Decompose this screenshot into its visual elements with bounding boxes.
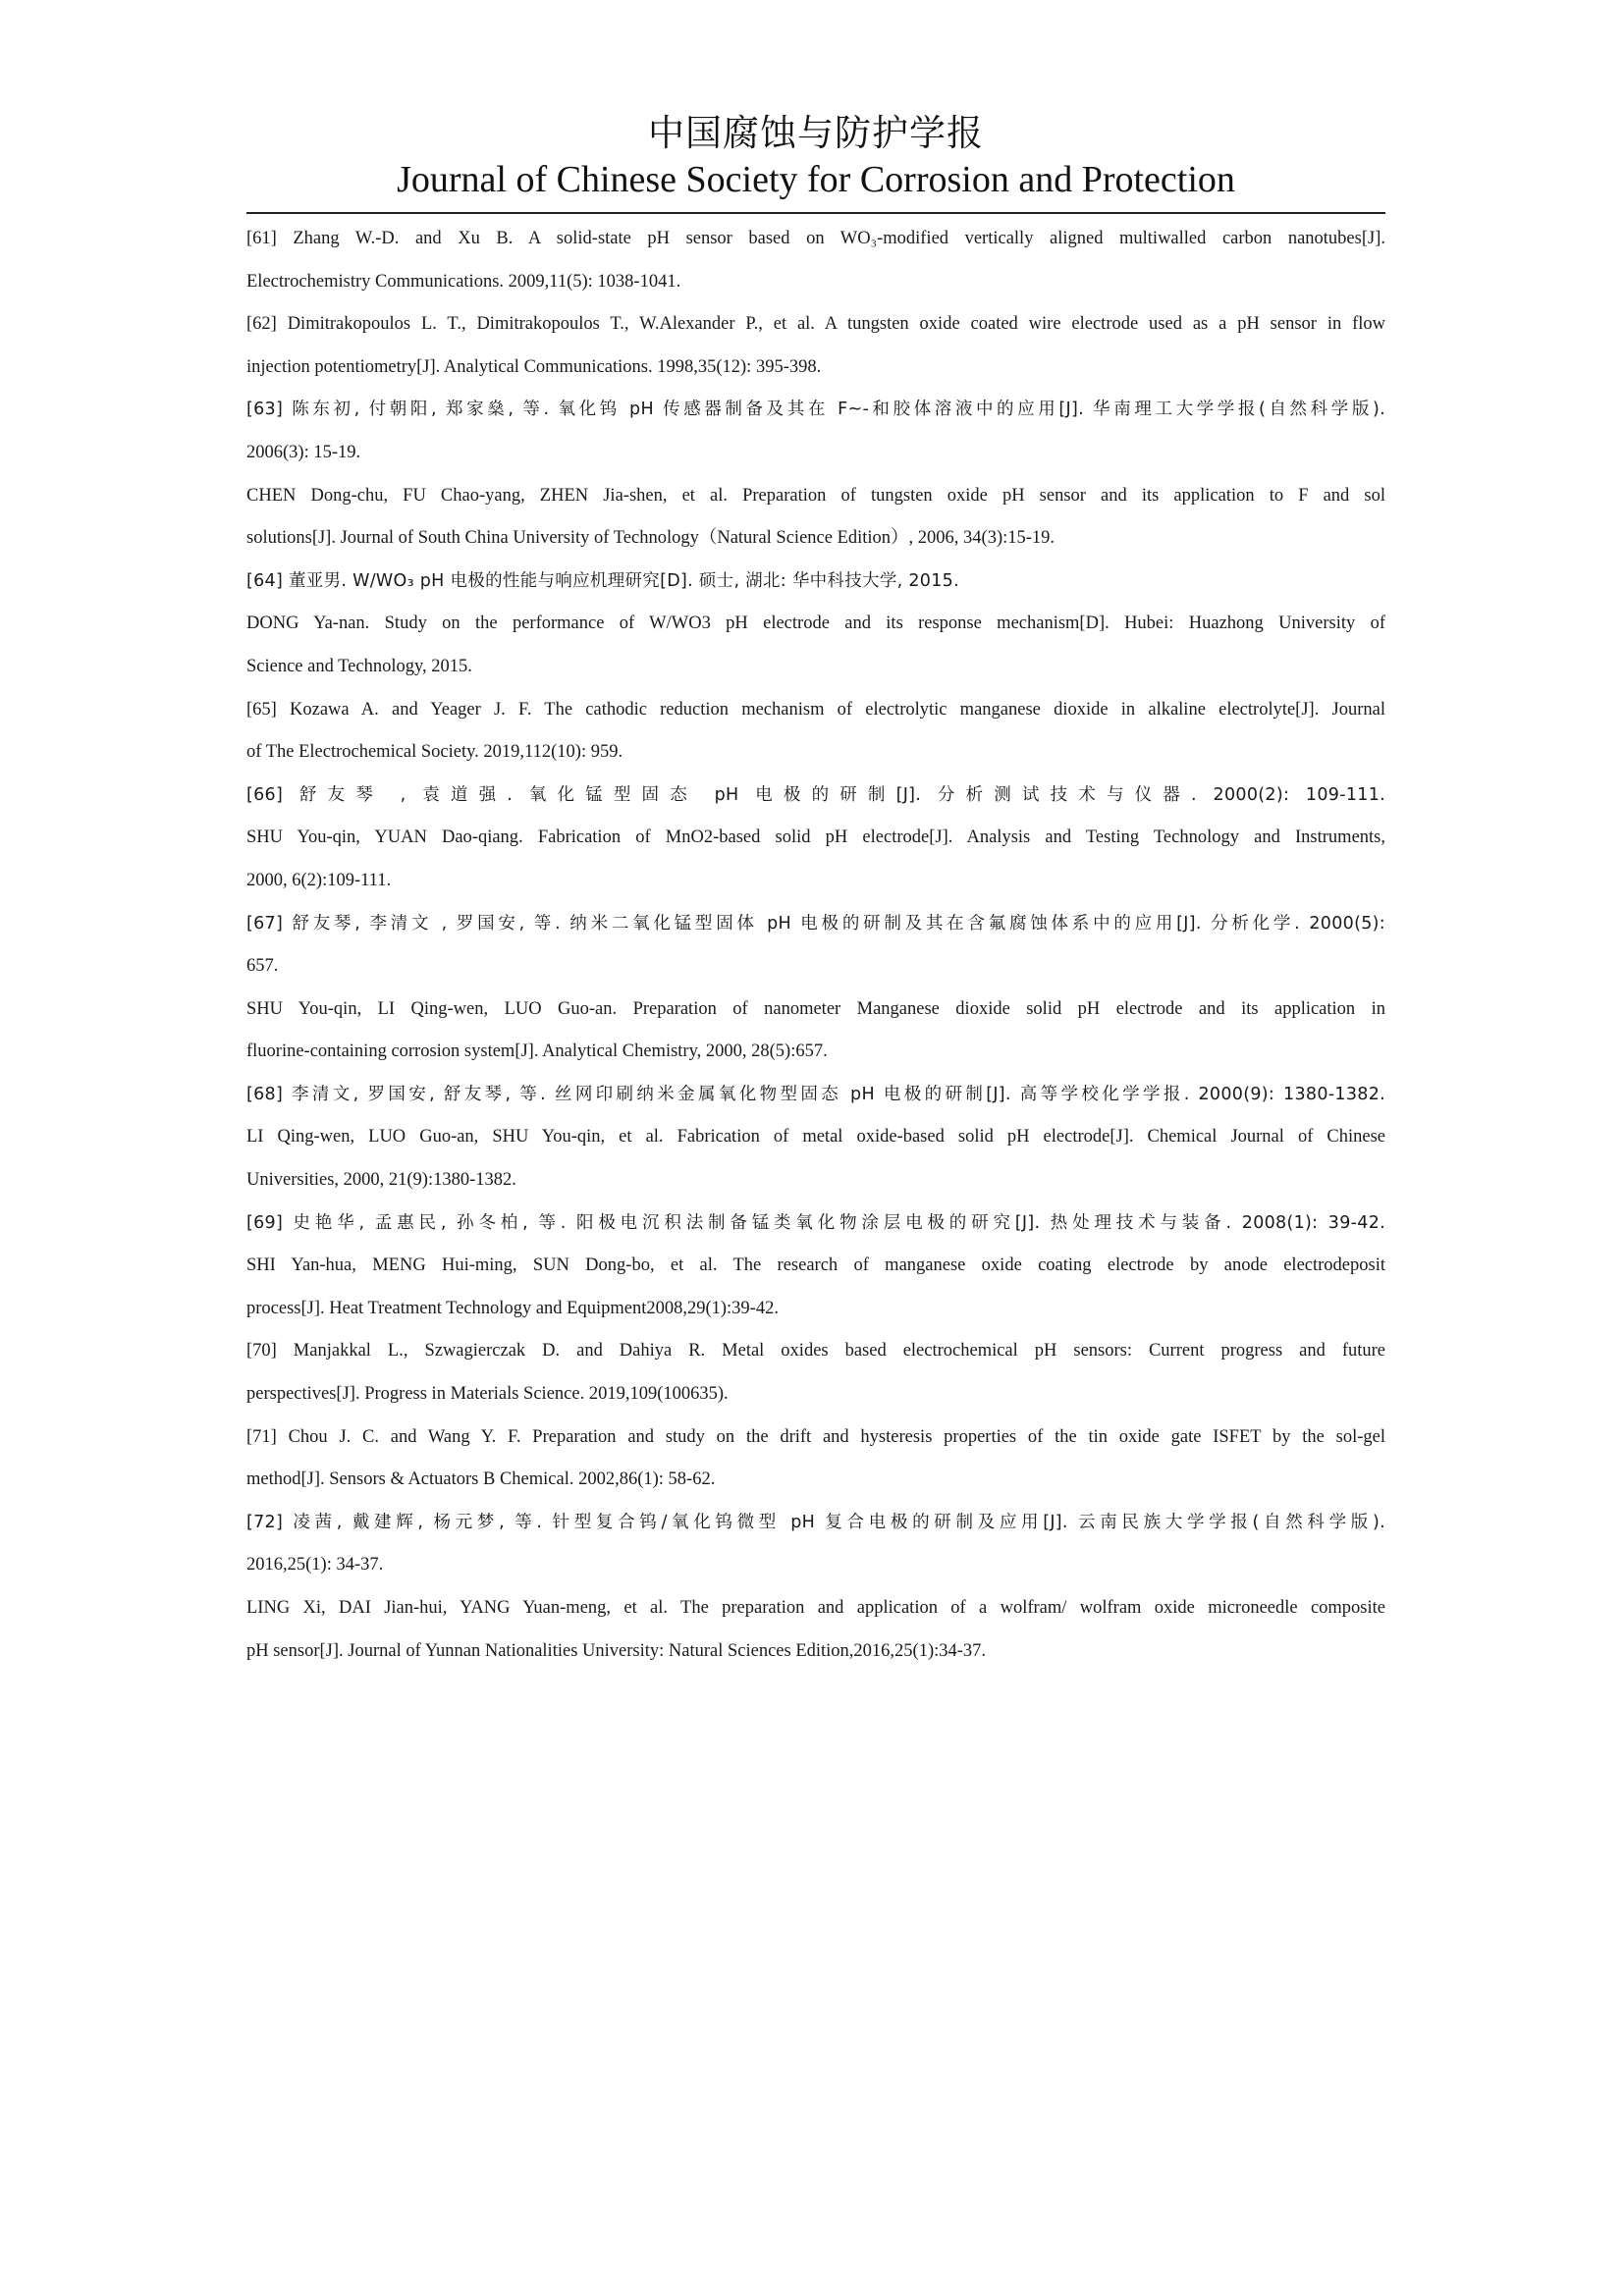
reference-entry-72: [246, 1502, 1385, 1673]
reference-line: 2006(3): 15-19.: [246, 442, 361, 462]
reference-entry-62: [246, 303, 1385, 389]
reference-line: [71] Chou J. C. and Wang Y. F. Preparation and study on the drift and hysteresis properties of the tin oxide gate ISFET by the sol-gel: [246, 1426, 1385, 1447]
reference-line: SHU You-qin, LI Qing-wen, LUO Guo-an. Preparation of nanometer Manganese dioxide solid pH electrode and its application in: [246, 998, 1385, 1019]
reference-line: [67] 舒友琴, 李清文 , 罗国安, 等. 纳米二氧化锰型固体 pH 电极的研制及其在含氟腐蚀体系中的应用[J]. 分析化学. 2000(5):: [246, 913, 1385, 934]
reference-line: DONG Ya-nan. Study on the performance of W/WO3 pH electrode and its response mechanism[D]. Hubei: Huazhong University of: [246, 614, 1385, 634]
reference-line: [64] 董亚男. W/WO₃ pH 电极的性能与响应机理研究[D]. 硕士, 湖北: 华中科技大学, 2015.: [246, 570, 959, 591]
reference-line: [66] 舒友琴 , 袁道强. 氧化锰型固态 pH 电极的研制[J]. 分析测试技术与仪器. 2000(2): 109-111.: [246, 784, 1385, 805]
reference-line: LING Xi, DAI Jian-hui, YANG Yuan-meng, et al. The preparation and application of a wolfram/ wolfram oxide microneedle composite: [246, 1598, 1385, 1618]
reference-line: [69] 史艳华, 孟惠民, 孙冬柏, 等. 阳极电沉积法制备锰类氧化物涂层电极的研究[J]. 热处理技术与装备. 2008(1): 39-42.: [246, 1212, 1385, 1233]
reference-line: fluorine-containing corrosion system[J]. Analytical Chemistry, 2000, 28(5):657.: [246, 1041, 828, 1062]
reference-line: [62] Dimitrakopoulos L. T., Dimitrakopoulos T., W.Alexander P., et al. A tungsten oxide coated wire electrode used as a pH sensor in flow: [246, 314, 1385, 335]
reference-line: [61] Zhang W.-D. and Xu B. A solid-state pH sensor based on WO₃-modified vertically aligned multiwalled carbon nanotubes[J].: [246, 229, 1385, 248]
reference-line: SHU You-qin, YUAN Dao-qiang. Fabrication of MnO2-based solid pH electrode[J]. Analysis and Testing Technology and Instruments,: [246, 828, 1385, 848]
reference-line: Electrochemistry Communications. 2009,11(5): 1038-1041.: [246, 271, 681, 292]
reference-entry-67: [246, 903, 1385, 1074]
reference-entry-69: [246, 1202, 1385, 1331]
journal-title-chinese: 中国腐蚀与防护学报: [648, 112, 984, 154]
reference-line: [63] 陈东初, 付朝阳, 郑家燊, 等. 氧化钨 pH 传感器制备及其在 F~-和胶体溶液中的应用[J]. 华南理工大学学报(自然科学版).: [246, 400, 1385, 420]
reference-line: [72] 凌茜, 戴建辉, 杨元梦, 等. 针型复合钨/氧化钨微型 pH 复合电极的研制及应用[J]. 云南民族大学学报(自然科学版).: [246, 1512, 1385, 1532]
reference-line: [70] Manjakkal L., Szwagierczak D. and Dahiya R. Metal oxides based electrochemical pH sensors: Current progress and future: [246, 1341, 1385, 1362]
journal-header: [246, 110, 1385, 202]
journal-title-english: Journal of Chinese Society for Corrosion and Protection: [397, 159, 1235, 200]
reference-entry-68: [246, 1074, 1385, 1202]
reference-line: injection potentiometry[J]. Analytical Communications. 1998,35(12): 395-398.: [246, 356, 822, 377]
reference-entry-63: [246, 389, 1385, 560]
reference-entry-70: [246, 1330, 1385, 1415]
reference-line: Universities, 2000, 21(9):1380-1382.: [246, 1170, 516, 1191]
reference-line: 657.: [246, 956, 279, 977]
reference-line: [65] Kozawa A. and Yeager J. F. The cathodic reduction mechanism of electrolytic manganese dioxide in alkaline electrolyte[J]. Journal: [246, 699, 1385, 720]
reference-entry-65: [246, 689, 1385, 774]
reference-line: process[J]. Heat Treatment Technology and Equipment2008,29(1):39-42.: [246, 1298, 779, 1318]
reference-line: pH sensor[J]. Journal of Yunnan Nationalities University: Natural Sciences Edition,2016,25(1):34-37.: [246, 1640, 987, 1661]
reference-line: CHEN Dong-chu, FU Chao-yang, ZHEN Jia-shen, et al. Preparation of tungsten oxide pH sensor and its application to F and sol: [246, 485, 1385, 506]
reference-entry-66: [246, 774, 1385, 903]
reference-entry-71: [246, 1416, 1385, 1502]
reference-line: Science and Technology, 2015.: [246, 656, 472, 676]
header-divider: [246, 212, 1385, 214]
reference-line: [68] 李清文, 罗国安, 舒友琴, 等. 丝网印刷纳米金属氧化物型固态 pH 电极的研制[J]. 高等学校化学学报. 2000(9): 1380-1382.: [246, 1084, 1385, 1104]
reference-line: method[J]. Sensors & Actuators B Chemical. 2002,86(1): 58-62.: [246, 1469, 716, 1490]
reference-line: of The Electrochemical Society. 2019,112(10): 959.: [246, 742, 623, 763]
reference-line: 2016,25(1): 34-37.: [246, 1555, 384, 1575]
reference-line: perspectives[J]. Progress in Materials Science. 2019,109(100635).: [246, 1384, 729, 1405]
reference-line: LI Qing-wen, LUO Guo-an, SHU You-qin, et al. Fabrication of metal oxide-based solid pH electrode[J]. Chemical Journal of Chinese: [246, 1127, 1385, 1148]
reference-entry-64: [246, 561, 1385, 689]
reference-line: solutions[J]. Journal of South China University of Technology（Natural Science Edition）, 2006, 34(3):15-19.: [246, 528, 1056, 549]
reference-line: 2000, 6(2):109-111.: [246, 870, 392, 890]
reference-list: [246, 218, 1385, 1673]
reference-line: SHI Yan-hua, MENG Hui-ming, SUN Dong-bo, et al. The research of manganese oxide coating electrode by anode electrodeposit: [246, 1255, 1385, 1276]
reference-entry-61: [246, 218, 1385, 303]
